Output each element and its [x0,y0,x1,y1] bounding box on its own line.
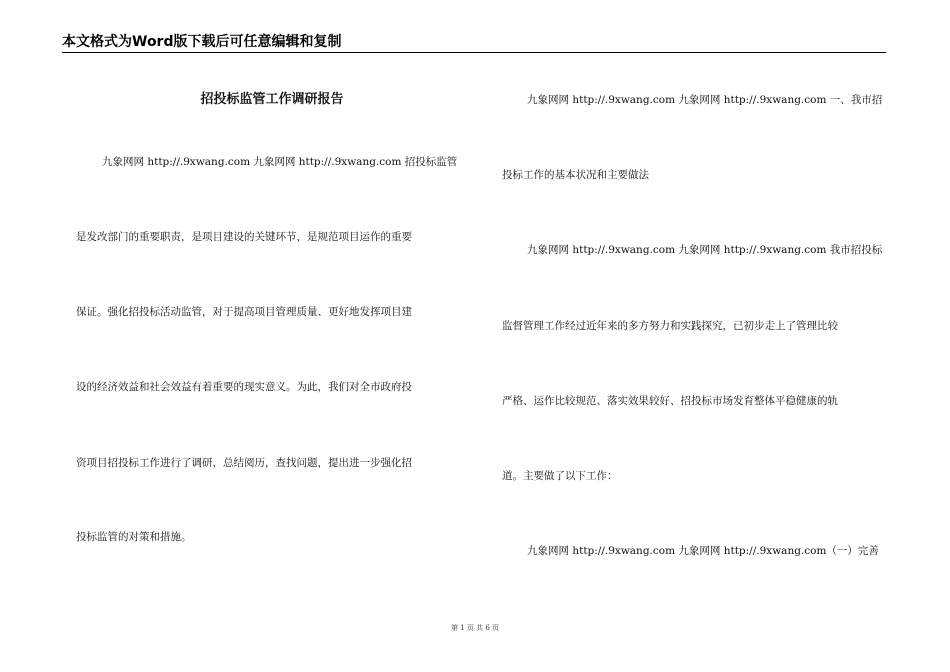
left-paragraph-line: 是发改部门的重要职责，是项目建设的关键环节，是规范项目运作的重要 [76,231,412,243]
right-paragraph-line: 道。主要做了以下工作： [502,470,618,482]
right-paragraph-line: 九象网网 http://.9xwang.com 九象网网 http://.9xwang.com（一）完善 [527,545,879,557]
right-paragraph-line: 九象网网 http://.9xwang.com 九象网网 http://.9xwang.com 我市招投标 [527,244,883,256]
page-number: 第 1 页 共 6 页 [450,624,500,632]
right-paragraph-line: 严格、运作比较规范、落实效果较好、招投标市场发育整体平稳健康的轨 [502,395,838,407]
page-header [62,34,886,53]
left-paragraph-line: 设的经济效益和社会效益有着重要的现实意义。为此，我们对全市政府投 [76,381,412,393]
header-text: 本文格式为Word版下载后可任意编辑和复制 [62,34,342,50]
left-paragraph-line: 投标监管的对策和措施。 [76,531,192,543]
right-paragraph-line: 监督管理工作经过近年来的多方努力和实践探究，已初步走上了管理比较 [502,320,838,332]
left-paragraph-line: 九象网网 http://.9xwang.com 九象网网 http://.9xwang.com 招投标监管 [102,156,458,168]
left-paragraph-line: 保证。强化招投标活动监管，对于提高项目管理质量、更好地发挥项目建 [76,306,412,318]
left-paragraph-line: 资项目招投标工作进行了调研，总结阅历，查找问题，提出进一步强化招 [76,457,412,469]
document-title: 招投标监管工作调研报告 [200,92,344,107]
right-paragraph-line: 投标工作的基本状况和主要做法 [502,169,649,181]
right-paragraph-line: 九象网网 http://.9xwang.com 九象网网 http://.9xwang.com 一、我市招 [527,94,883,106]
